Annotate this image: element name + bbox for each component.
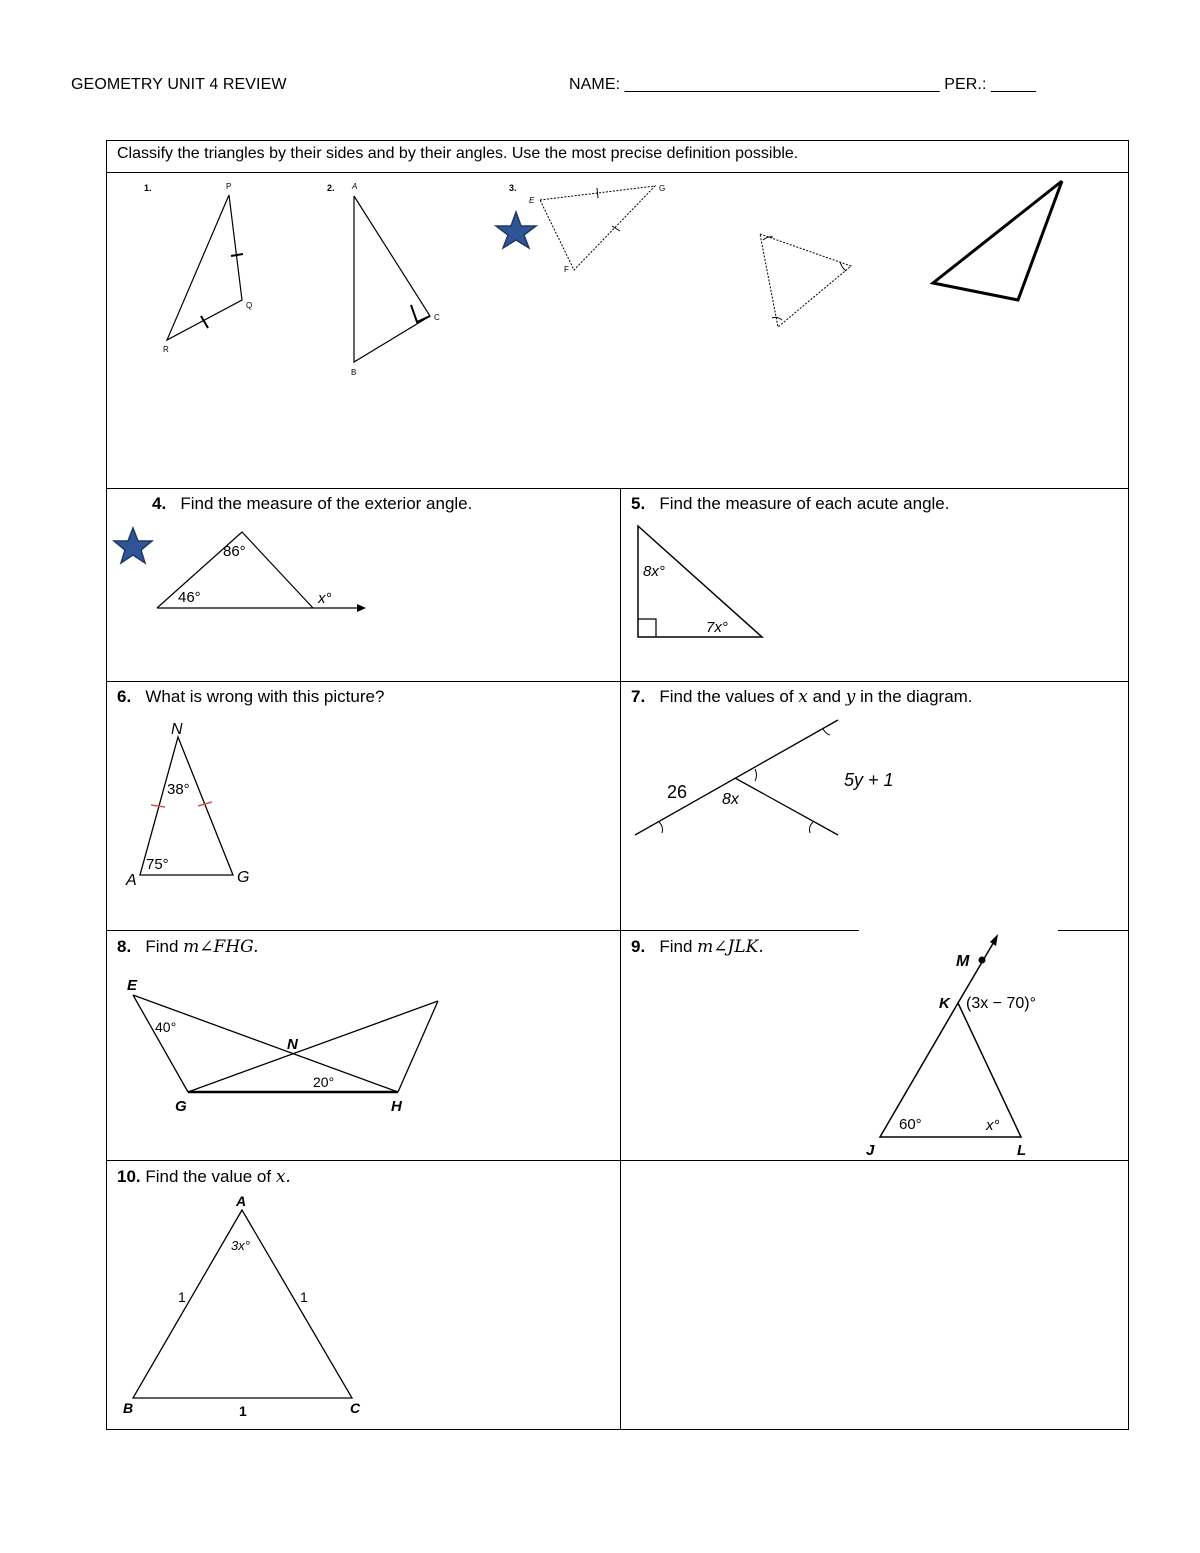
q7-label-26: 26 <box>667 782 688 802</box>
q7-prompt-pre: Find the values of <box>659 687 794 706</box>
q6-number: 6. <box>117 687 132 706</box>
q10-number: 10. <box>117 1167 141 1186</box>
q10-var: x. <box>275 1167 291 1187</box>
q9-label-m: M <box>956 953 970 970</box>
q10-side-left: 1 <box>178 1289 186 1305</box>
q10-prompt: Find the value of <box>145 1167 272 1186</box>
q4-number: 4. <box>152 494 167 513</box>
q8-expr: m∠FHG. <box>183 937 259 957</box>
q9-expr: m∠JLK. <box>697 937 764 957</box>
instructions: Classify the triangles by their sides and by their angles. Use the most precise definition possible. <box>117 145 799 162</box>
q8-angle-20: 20° <box>313 1074 335 1090</box>
q4-prompt: Find the measure of the exterior angle. <box>180 494 473 513</box>
fig2-label-c: C <box>434 313 440 322</box>
q7-number: 7. <box>631 687 646 706</box>
q8-label-h: H <box>391 1098 402 1115</box>
fig1-label-p: P <box>226 182 232 191</box>
q6-label-n: N <box>171 721 183 738</box>
q9-angle-60: 60° <box>899 1116 922 1133</box>
page-title: GEOMETRY UNIT 4 REVIEW <box>71 76 287 93</box>
q9-number: 9. <box>631 937 646 956</box>
q5-angle-top: 8x° <box>643 563 665 580</box>
q6-angle-base: 75° <box>146 856 169 873</box>
q6-angle-top: 38° <box>167 781 190 798</box>
q10-label-c: C <box>350 1400 361 1416</box>
q4-angle-top: 86° <box>223 543 246 560</box>
q8-label-g: G <box>175 1098 187 1115</box>
q9-label-k: K <box>939 995 950 1012</box>
q7-and: and <box>812 687 841 706</box>
fig1-label-r: R <box>163 345 169 354</box>
q10-label-a: A <box>236 1193 247 1209</box>
q4-angle-left: 46° <box>178 589 201 606</box>
q8-number: 8. <box>117 937 132 956</box>
fig2-number: 2. <box>327 183 335 193</box>
q8-angle-40: 40° <box>155 1019 177 1035</box>
fig3-label-f: F <box>564 265 569 274</box>
fig3-label-g: G <box>659 184 666 193</box>
q4-angle-ext: x° <box>318 590 332 607</box>
q8-label-e: E <box>127 977 138 994</box>
name-period-line: NAME: ___________________________________ PER.: _____ <box>569 76 1037 93</box>
q7-label-5y: 5y + 1 <box>844 770 894 790</box>
q6-prompt: What is wrong with this picture? <box>145 687 385 706</box>
q7-var-y: y <box>845 687 856 707</box>
q8-prompt: Find <box>145 937 179 956</box>
q9-angle-ext: (3x − 70)° <box>966 995 1036 1012</box>
q10-angle: 3x° <box>231 1238 250 1253</box>
fig2-label-a: A <box>352 182 358 191</box>
q5-angle-right: 7x° <box>706 619 728 636</box>
q7-var-x: x <box>798 687 808 707</box>
q9-label-j: J <box>866 1142 875 1159</box>
q10-side-right: 1 <box>300 1289 308 1305</box>
q6-label-a: A <box>126 872 137 889</box>
fig1-label-q: Q <box>246 301 253 310</box>
fig2-label-b: B <box>351 368 357 377</box>
q5-number: 5. <box>631 494 646 513</box>
q10-side-base: 1 <box>239 1403 247 1419</box>
fig3-label-e: E <box>529 196 535 205</box>
q8-label-n: N <box>287 1036 298 1053</box>
q7-label-8x: 8x <box>722 791 739 808</box>
fig1-number: 1. <box>144 183 152 193</box>
fig3-number: 3. <box>509 183 517 193</box>
q7-prompt-post: in the diagram. <box>860 687 973 706</box>
q9-prompt: Find <box>659 937 693 956</box>
q5-prompt: Find the measure of each acute angle. <box>659 494 950 513</box>
q9-label-l: L <box>1017 1142 1027 1159</box>
q6-label-g: G <box>237 869 250 886</box>
q10-label-b: B <box>123 1400 134 1416</box>
q9-angle-x: x° <box>986 1117 1000 1134</box>
